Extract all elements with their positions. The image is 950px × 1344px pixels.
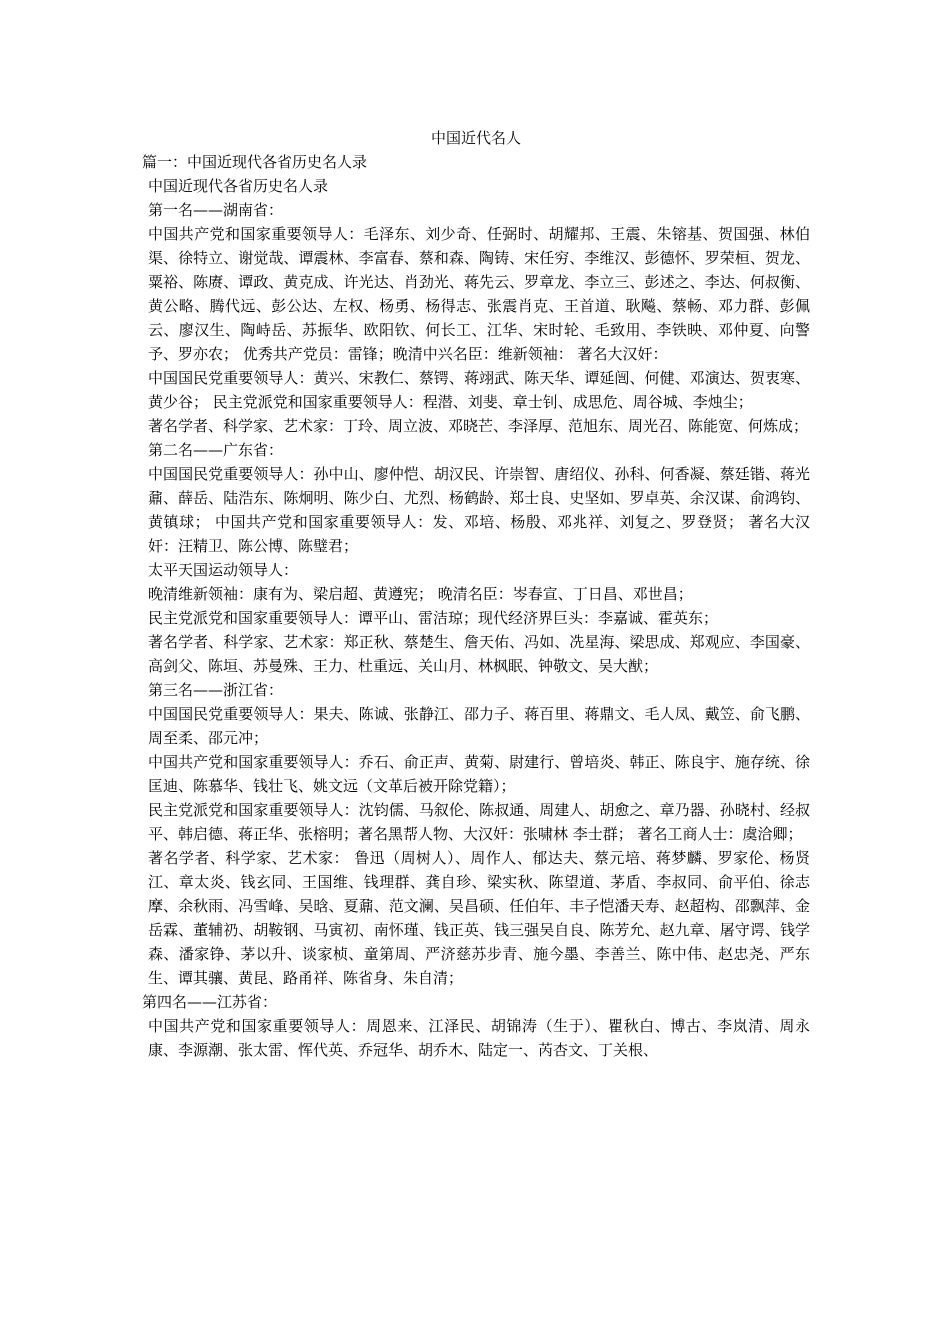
paragraph-guangdong-taiping: 太平天国运动领导人：: [148, 561, 299, 579]
paragraph-zhejiang-democratic: 民主党派党和国家重要领导人：沈钧儒、马叙伦、陈叔通、周建人、胡愈之、章乃器、孙晓村、经叔平、韩启德、蒋正华、张榕明；著名黑帮人物、大汉奸：张啸林 李士群； 著名工商人士：虞洽卿；: [148, 801, 810, 843]
paragraph-guangdong-reform: 晚清维新领袖：康有为、梁启超、黄遵宪； 晚清名臣：岑春宣、丁日昌、邓世昌；: [148, 585, 693, 603]
section-heading: 篇一：中国近现代各省历史名人录: [142, 153, 368, 171]
subheading: 中国近现代各省历史名人录: [148, 177, 329, 195]
province-heading-jiangsu: 第四名——江苏省：: [142, 993, 278, 1011]
document-body: [142, 126, 810, 1062]
paragraph-guangdong-kmt: 中国国民党重要领导人：孙中山、廖仲恺、胡汉民、许崇智、唐绍仪、孙科、何香凝、蔡廷锴、蒋光鼐、薛岳、陆浩东、陈炯明、陈少白、尤烈、杨鹤龄、郑士良、史坚如、罗卓英、余汉谋、俞鸿钧、黄镇球； 中国共产党和国家重要领导人：发、邓培、杨殷、邓兆祥、刘复之、罗登贤； 著名大汉奸：汪精卫、陈公博、陈璧君；: [148, 465, 810, 555]
paragraph-hunan-ccp: 中国共产党和国家重要领导人：毛泽东、刘少奇、任弼时、胡耀邦、王震、朱镕基、贺国强、林伯渠、徐特立、谢觉哉、谭震林、李富春、蔡和森、陶铸、宋任穷、李维汉、彭德怀、罗荣桓、贺龙、粟裕、陈赓、谭政、黄克成、许光达、肖劲光、蒋先云、罗章龙、李立三、彭述之、李达、何叔衡、黄公略、腾代远、彭公达、左权、杨勇、杨得志、张震肖克、王首道、耿飚、蔡畅、邓力群、彭佩云、廖汉生、陶峙岳、苏振华、欧阳钦、何长工、江华、宋时轮、毛致用、李铁映、邓仲夏、向警予、罗亦农； 优秀共产党员：雷锋；晚清中兴名臣：维新领袖： 著名大汉奸：: [148, 225, 810, 363]
paragraph-zhejiang-ccp: 中国共产党和国家重要领导人：乔石、俞正声、黄菊、尉建行、曾培炎、韩正、陈良宇、施存统、徐匡迪、陈慕华、钱壮飞、姚文远（文革后被开除党籍）；: [148, 753, 810, 795]
paragraph-hunan-kmt: 中国国民党重要领导人：黄兴、宋教仁、蔡锷、蒋翊武、陈天华、谭延闿、何健、邓演达、贺衷寒、黄少谷； 民主党派党和国家重要领导人：程潜、刘斐、章士钊、成思危、周谷城、李烛尘；: [148, 369, 810, 411]
document-title: 中国近代名人: [430, 129, 521, 147]
paragraph-zhejiang-scholars: 著名学者、科学家、艺术家： 鲁迅（周树人）、周作人、郁达夫、蔡元培、蒋梦麟、罗家伦、杨贤江、章太炎、钱玄同、王国维、钱理群、龚自珍、梁实秋、陈望道、茅盾、李叔同、俞平伯、徐志摩、余秋雨、冯雪峰、吴晗、夏鼐、范文澜、吴昌硕、任伯年、丰子恺潘天寿、赵超构、邵飘萍、金岳霖、董辅礽、胡鞍钢、马寅初、南怀瑾、钱正英、钱三强吴自良、陈芳允、赵九章、屠守谔、钱学森、潘家铮、茅以升、谈家桢、童第周、严济慈苏步青、施今墨、李善兰、陈中伟、赵忠尧、严东生、谭其骧、黄昆、路甬祥、陈省身、朱自清；: [148, 849, 810, 987]
paragraph-jiangsu-ccp: 中国共产党和国家重要领导人：周恩来、江泽民、胡锦涛（生于）、瞿秋白、博古、李岚清、周永康、李源潮、张太雷、恽代英、乔冠华、胡乔木、陆定一、芮杏文、丁关根、: [148, 1017, 810, 1059]
paragraph-hunan-scholars: 著名学者、科学家、艺术家：丁玲、周立波、邓晓芒、李泽厚、范旭东、周光召、陈能宽、何炼成；: [148, 417, 809, 435]
province-heading-hunan: 第一名——湖南省：: [148, 201, 284, 219]
paragraph-guangdong-democratic: 民主党派党和国家重要领导人：谭平山、雷洁琼；现代经济界巨头：李嘉诚、霍英东；: [148, 609, 719, 627]
province-heading-zhejiang: 第三名——浙江省：: [148, 681, 284, 699]
province-heading-guangdong: 第二名——广东省：: [148, 441, 284, 459]
paragraph-zhejiang-kmt: 中国国民党重要领导人：果夫、陈诚、张静江、邵力子、蒋百里、蒋鼎文、毛人凤、戴笠、俞飞鹏、周至柔、邵元冲；: [148, 705, 810, 747]
paragraph-guangdong-scholars: 著名学者、科学家、艺术家：郑正秋、蔡楚生、詹天佑、冯如、冼星海、梁思成、郑观应、李国豪、高剑父、陈垣、苏曼殊、王力、杜重远、关山月、林枫眠、钟敬文、吴大猷；: [148, 633, 810, 675]
